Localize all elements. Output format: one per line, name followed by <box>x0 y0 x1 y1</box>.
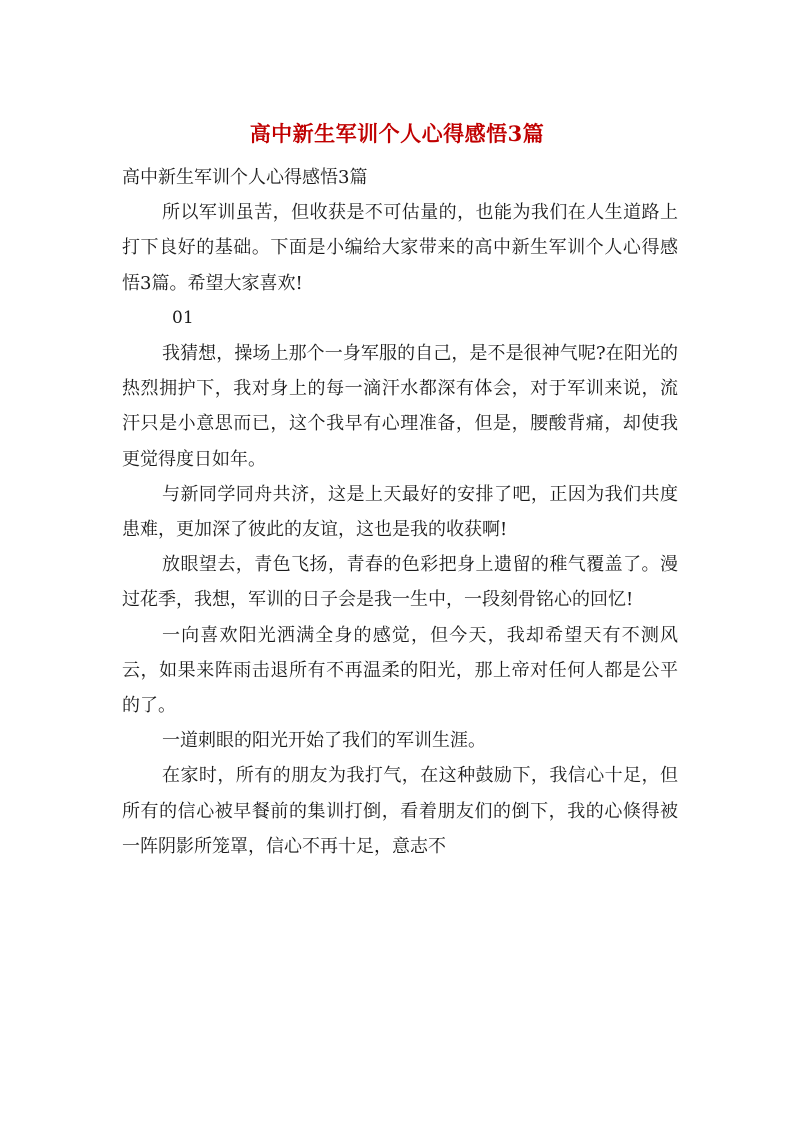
body-paragraph-5: 一道刺眼的阳光开始了我们的军训生涯。 <box>162 730 486 752</box>
body-paragraph-1: 我猜想，操场上那个一身军服的自己，是不是很神气呢?在阳光的热烈拥护下，我对身上的每一滴汗水都深有体会，对于军训来说，流汗只是小意思而已，这个我早有心理准备，但是，腰酸背痛，却使我更觉得度日如年。 <box>122 343 678 470</box>
body-paragraph-3: 放眼望去，青色飞扬，青春的色彩把身上遗留的稚气覆盖了。漫过花季，我想，军训的日子会是我一生中，一段刻骨铭心的回忆! <box>122 554 678 611</box>
body-paragraph-6: 在家时，所有的朋友为我打气，在这种鼓励下，我信心十足，但所有的信心被早餐前的集训打倒，看着朋友们的倒下，我的心倏得被一阵阴影所笼罩，信心不再十足，意志不 <box>122 765 678 857</box>
body-paragraph-2: 与新同学同舟共济，这是上天最好的安排了吧，正因为我们共度患难，更加深了彼此的友谊，这也是我的收获啊! <box>122 483 678 541</box>
intro-paragraph: 所以军训虽苦，但收获是不可估量的，也能为我们在人生道路上打下良好的基础。下面是小编给大家带来的高中新生军训个人心得感悟3篇。希望大家喜欢! <box>122 202 678 294</box>
document-body <box>122 160 678 864</box>
document-subtitle: 高中新生军训个人心得感悟3篇 <box>122 167 368 188</box>
body-paragraph-4: 一向喜欢阳光洒满全身的感觉，但今天，我却希望天有不测风云，如果来阵雨击退所有不再温柔的阳光，那上帝对任何人都是公平的了。 <box>122 624 678 717</box>
section-number: 01 <box>172 307 194 328</box>
document-title: 高中新生军训个人心得感悟3篇 <box>249 121 545 147</box>
